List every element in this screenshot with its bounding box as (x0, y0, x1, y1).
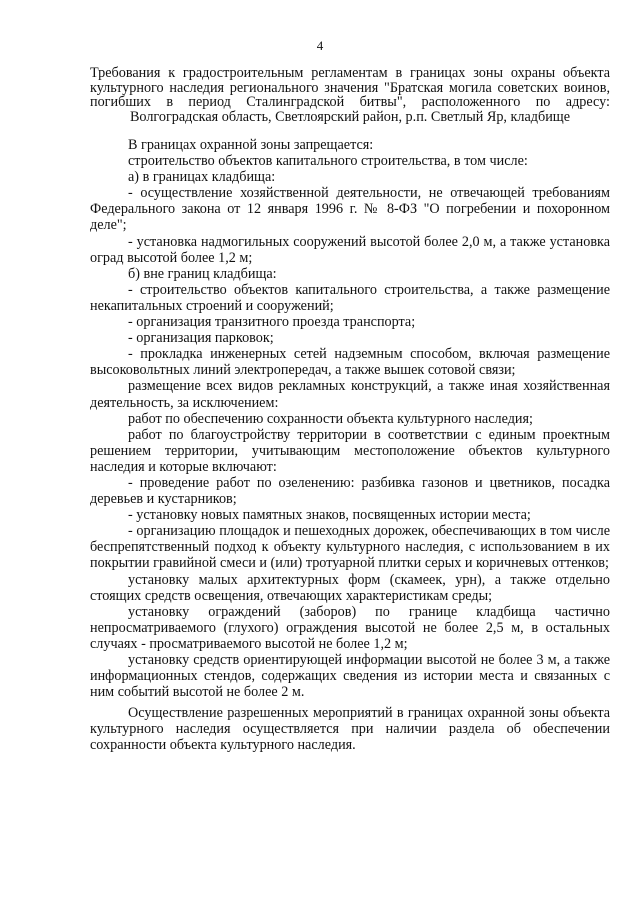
paragraph: б) вне границ кладбища: (128, 265, 277, 282)
page-number: 4 (316, 38, 324, 53)
paragraph: работ по обеспечению сохранности объекта культурного наследия; (128, 410, 533, 427)
paragraph: размещение всех видов рекламных конструкций, а также иная хозяйственная деятельность, за исключением: (90, 378, 610, 411)
paragraph: - установка надмогильных сооружений высотой более 2,0 м, а также установка оград высотой более 1,2 м; (90, 233, 610, 266)
paragraph: установку малых архитектурных форм (скамеек, урн), а также отдельно стоящих средств освещения, отвечающих характеристикам среды; (90, 571, 610, 604)
paragraph: Осуществление разрешенных мероприятий в границах охранной зоны объекта культурного наследия осуществляется при наличии раздела об обеспечении сохранности объекта культурного наследия. (90, 705, 610, 754)
paragraph: - установку новых памятных знаков, посвященных истории места; (128, 507, 531, 524)
paragraph: строительство объектов капитального строительства, в том числе: (128, 153, 528, 170)
paragraph: - осуществление хозяйственной деятельности, не отвечающей требованиям Федерального закона от 12 января 1996 г. № 8-ФЗ "О погребении и похоронном деле"; (90, 185, 610, 234)
paragraph: - организацию площадок и пешеходных дорожек, обеспечивающих в том числе беспрепятственный подход к объекту культурного наследия, с использованием в их покрытии гравийной смеси и (или) тротуарной плитки серых и коричневых оттенков; (90, 523, 610, 572)
paragraph: - организация транзитного проезда транспорта; (128, 314, 416, 331)
paragraph: - строительство объектов капитального строительства, а также размещение некапитальных строений и сооружений; (90, 281, 610, 314)
paragraph: В границах охранной зоны запрещается: (128, 137, 374, 153)
document-body (90, 137, 610, 754)
paragraph: - организация парковок; (128, 330, 274, 347)
paragraph: работ по благоустройству территории в соответствии с единым проектным решением территории, учитывающим местоположение объектов культурного наследия и которые включают: (90, 426, 610, 475)
document-title: Требования к градостроительным регламентам в границах зоны охраны объекта культурного наследия регионального значения "Братская могила советских воинов, погибших в период Сталинградской битвы", расположенного по адресу: Волгоградская область, Светлоярский район, р.п. Светлый Яр, кладбище (90, 65, 610, 125)
paragraph: - проведение работ по озеленению: разбивка газонов и цветников, посадка деревьев и кустарников; (90, 474, 610, 508)
paragraph: установку ограждений (заборов) по границе кладбища частично непросматриваемого (глухого) ограждения высотой не более 2,5 м, в остальных случаях - просматриваемого высотой не более 1,2 м; (90, 603, 610, 652)
paragraph: - прокладка инженерных сетей надземным способом, включая размещение высоковольтных линий электропередач, а также вышек сотовой связи; (90, 346, 610, 379)
paragraph: установку средств ориентирующей информации высотой не более 3 м, а также информационных стендов, содержащих сведения из истории места и связанных с ним событий высотой не более 2 м. (90, 652, 610, 701)
paragraph: а) в границах кладбища: (128, 169, 276, 186)
